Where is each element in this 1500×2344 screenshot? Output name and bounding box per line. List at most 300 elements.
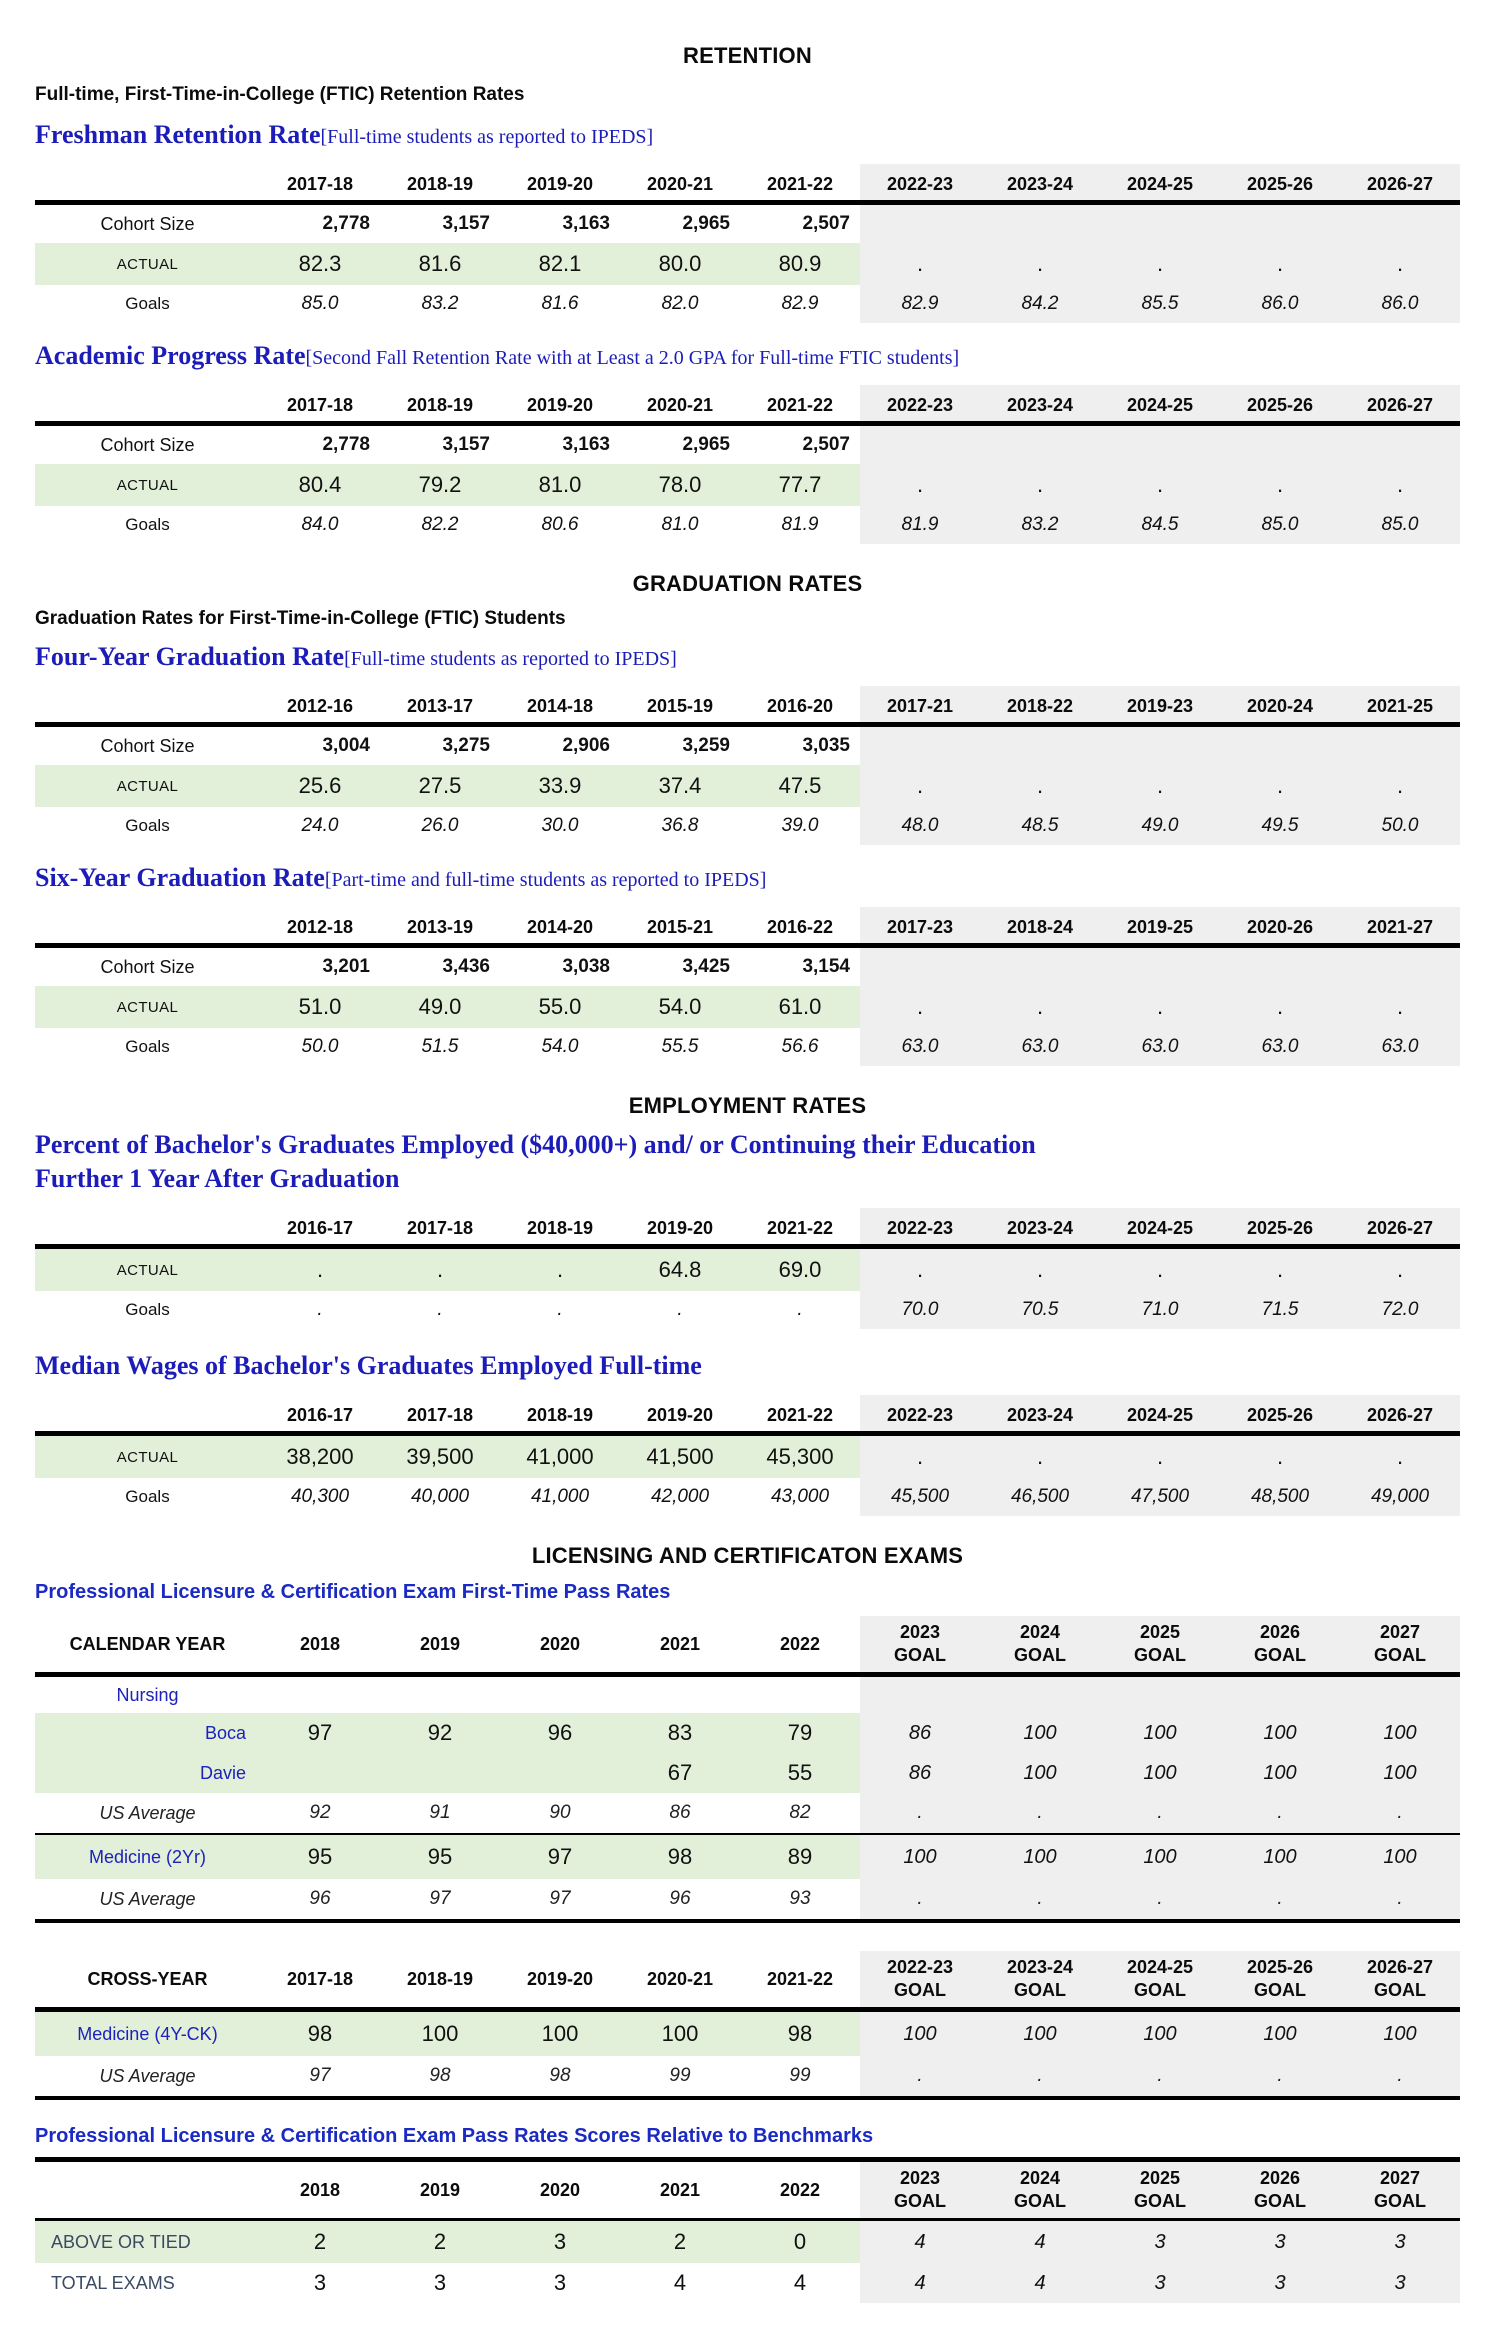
cell: 67 xyxy=(620,1753,740,1793)
cell xyxy=(980,946,1100,987)
column-header-goal: 2023-24 xyxy=(980,164,1100,203)
column-header-goal: 2026-27 xyxy=(1340,164,1460,203)
cell: 4 xyxy=(980,2220,1100,2264)
header-label: CROSS-YEAR xyxy=(87,1968,208,1989)
cell: 100 xyxy=(1100,1834,1220,1879)
column-header: 2022 xyxy=(779,2179,821,2200)
cell: 55.5 xyxy=(661,1036,699,1057)
heading-text: Academic Progress Rate xyxy=(35,341,306,370)
subtitle-retention-subtitle: Full-time, First-Time-in-College (FTIC) Retention Rates xyxy=(35,84,525,105)
goal-word: GOAL xyxy=(1134,1645,1186,1665)
cell: . xyxy=(1340,1879,1460,1921)
cell xyxy=(860,1675,980,1714)
cell: . xyxy=(1220,243,1340,285)
cell: 98 xyxy=(740,2010,860,2057)
column-header-goal: 2025-26 xyxy=(1220,385,1340,424)
column-header-goal xyxy=(860,1951,980,2010)
cell: . xyxy=(1340,765,1460,807)
cell: 4 xyxy=(673,2270,687,2295)
cell: . xyxy=(1100,1793,1220,1834)
column-header-goal: 2025-26 xyxy=(1220,1208,1340,1247)
cell xyxy=(1340,203,1460,244)
cell: 100 xyxy=(1100,1713,1220,1753)
column-header-goal xyxy=(860,2162,980,2220)
cell: 82.3 xyxy=(260,243,380,285)
cell: 30.0 xyxy=(541,815,579,836)
column-header-goal: 2024-25 xyxy=(1100,385,1220,424)
row-label: Goals xyxy=(125,294,170,313)
column-header: 2019-20 xyxy=(526,395,594,415)
cell: 98 xyxy=(260,2010,380,2057)
column-header-goal: 2018-22 xyxy=(980,686,1100,725)
column-header-goal xyxy=(1340,2162,1460,2220)
cell: 82.1 xyxy=(500,243,620,285)
cell: 4 xyxy=(980,2263,1100,2303)
goal-year: 2024 xyxy=(1019,2168,1061,2188)
cell xyxy=(380,1753,500,1793)
goal-year: 2025 xyxy=(1139,1622,1181,1642)
cell: 4 xyxy=(860,2263,980,2303)
column-header-goal: 2020-24 xyxy=(1220,686,1340,725)
cell: 63.0 xyxy=(1340,1028,1460,1066)
cell: 99 xyxy=(789,2065,811,2086)
cell: 40,000 xyxy=(410,1486,470,1507)
cell: 50.0 xyxy=(1340,807,1460,845)
goal-word: GOAL xyxy=(1014,1645,1066,1665)
column-header-goal: 2019-23 xyxy=(1100,686,1220,725)
row-label: ACTUAL xyxy=(35,243,260,285)
cell: 45,500 xyxy=(860,1478,980,1516)
cell: 82 xyxy=(789,1802,811,1823)
cell xyxy=(260,1753,380,1793)
cell: . xyxy=(797,1299,803,1320)
cell: . xyxy=(1100,1247,1220,1292)
column-header: 2012-16 xyxy=(286,696,354,716)
column-header-goal: 2019-25 xyxy=(1100,907,1220,946)
column-header-goal xyxy=(1340,1951,1460,2010)
cell: 4 xyxy=(793,2270,807,2295)
column-header: 2013-17 xyxy=(406,696,474,716)
table-row xyxy=(35,243,1460,285)
column-header: 2020-21 xyxy=(646,174,714,194)
six-year-table xyxy=(35,907,1460,1066)
cell: 56.6 xyxy=(781,1036,819,1057)
cell xyxy=(860,203,980,244)
cell: 85.5 xyxy=(1100,285,1220,323)
column-header-goal: 2017-23 xyxy=(860,907,980,946)
goal-year: 2027 xyxy=(1379,2168,1421,2188)
cell: 84.0 xyxy=(301,514,339,535)
cell: 3 xyxy=(553,2270,567,2295)
cell: 86.0 xyxy=(1340,285,1460,323)
cell: 41,500 xyxy=(620,1434,740,1479)
cell: 78.0 xyxy=(620,464,740,506)
cell: . xyxy=(557,1299,563,1320)
heading-academic-progress-heading xyxy=(35,339,1500,375)
cell: 48.5 xyxy=(980,807,1100,845)
table-row xyxy=(35,1753,1460,1793)
column-header-goal xyxy=(1100,1951,1220,2010)
cell: 100 xyxy=(980,1713,1100,1753)
cell: . xyxy=(1220,1434,1340,1479)
cell: 100 xyxy=(1340,2010,1460,2057)
cell: 79 xyxy=(740,1713,860,1753)
cell xyxy=(620,1675,740,1714)
goal-year: 2026-27 xyxy=(1366,1957,1434,1977)
benchmarks-table xyxy=(35,2162,1460,2303)
cell: . xyxy=(860,1879,980,1921)
cell: 3,163 xyxy=(562,434,610,455)
cell: . xyxy=(1340,464,1460,506)
cell xyxy=(500,1753,620,1793)
cell: 100 xyxy=(1340,1713,1460,1753)
cell: 61.0 xyxy=(740,986,860,1028)
heading-four-year-heading xyxy=(35,640,1500,676)
cell: . xyxy=(860,1793,980,1834)
table-header xyxy=(35,1395,1460,1434)
cell: 84.2 xyxy=(980,285,1100,323)
table-row xyxy=(35,1028,1460,1066)
column-header-goal xyxy=(980,1951,1100,2010)
cell: 43,000 xyxy=(770,1486,830,1507)
cell: . xyxy=(500,1247,620,1292)
cell: 2,507 xyxy=(802,434,850,455)
column-header-goal: 2023-24 xyxy=(980,1208,1100,1247)
header-row xyxy=(35,385,1460,424)
goal-word: GOAL xyxy=(894,1980,946,2000)
heading-text: Median Wages of Bachelor's Graduates Employed Full-time xyxy=(35,1351,702,1380)
table-row xyxy=(35,424,1460,465)
table-row xyxy=(35,1478,1460,1516)
table-row xyxy=(35,506,1460,544)
column-header: 2021-22 xyxy=(766,1405,834,1425)
header-row xyxy=(35,1951,1460,2010)
heading-text: Percent of Bachelor's Graduates Employed ($40,000+) and/ or Continuing their Education xyxy=(35,1130,1036,1159)
heading-text: Freshman Retention Rate xyxy=(35,120,321,149)
column-header-goal xyxy=(980,1616,1100,1675)
cell: 70.5 xyxy=(980,1291,1100,1329)
cell: . xyxy=(1220,765,1340,807)
column-header-goal xyxy=(860,1616,980,1675)
column-header-goal: 2021-25 xyxy=(1340,686,1460,725)
column-header: 2016-17 xyxy=(286,1405,354,1425)
header-label xyxy=(35,2162,260,2220)
column-header: 2018-19 xyxy=(406,174,474,194)
goal-word: GOAL xyxy=(894,2191,946,2211)
column-header-goal: 2026-27 xyxy=(1340,1208,1460,1247)
cell xyxy=(1220,1675,1340,1714)
goal-year: 2024-25 xyxy=(1126,1957,1194,1977)
cell: 49.5 xyxy=(1220,807,1340,845)
accountability-report-page xyxy=(0,42,1500,2303)
table-row xyxy=(35,765,1460,807)
column-header-goal: 2024-25 xyxy=(1100,164,1220,203)
goal-word: GOAL xyxy=(1134,1980,1186,2000)
freshman-retention-table xyxy=(35,164,1460,323)
cell: 97 xyxy=(500,1834,620,1879)
cell: 100 xyxy=(980,1834,1100,1879)
table-row xyxy=(35,1291,1460,1329)
goal-year: 2026 xyxy=(1259,1622,1301,1642)
cell: 63.0 xyxy=(860,1028,980,1066)
column-header: 2018-19 xyxy=(406,395,474,415)
table-body xyxy=(35,1675,1460,1922)
header-row xyxy=(35,1616,1460,1675)
cell xyxy=(260,1675,380,1714)
cell: 48,500 xyxy=(1220,1478,1340,1516)
table-header xyxy=(35,1616,1460,1675)
cell: 3 xyxy=(500,2220,620,2264)
column-header-goal: 2026-27 xyxy=(1340,1395,1460,1434)
cell: 93 xyxy=(789,1888,811,1909)
cell: 100 xyxy=(980,1753,1100,1793)
cell: 3 xyxy=(1220,2220,1340,2264)
cell: 3,004 xyxy=(322,735,370,756)
goal-word: GOAL xyxy=(1134,2191,1186,2211)
goal-word: GOAL xyxy=(1254,2191,1306,2211)
cell: . xyxy=(1100,464,1220,506)
cell: . xyxy=(860,1434,980,1479)
cell: 39,500 xyxy=(380,1434,500,1479)
column-header: 2018-19 xyxy=(526,1405,594,1425)
column-header-goal xyxy=(1220,1616,1340,1675)
table-row xyxy=(35,725,1460,766)
cell: 86 xyxy=(860,1713,980,1753)
table-row xyxy=(35,2010,1460,2057)
cell: 3,154 xyxy=(802,956,850,977)
cell xyxy=(1220,424,1340,465)
cell: 39.0 xyxy=(781,815,819,836)
employment-table xyxy=(35,1208,1460,1329)
goal-word: GOAL xyxy=(894,1645,946,1665)
cell: 2,965 xyxy=(682,213,730,234)
cell: . xyxy=(1340,1434,1460,1479)
cell: 100 xyxy=(1100,2010,1220,2057)
table-body xyxy=(35,946,1460,1067)
row-label: Medicine (2Yr) xyxy=(35,1834,260,1879)
goal-word: GOAL xyxy=(1014,1980,1066,2000)
section-title-employment-title: EMPLOYMENT RATES xyxy=(628,1093,867,1118)
section-title-licensing-title: LICENSING AND CERTIFICATON EXAMS xyxy=(531,1543,964,1568)
cross-year-table xyxy=(35,1951,1460,2100)
table-row xyxy=(35,1434,1460,1479)
row-label: Goals xyxy=(125,515,170,534)
row-label: Goals xyxy=(125,1487,170,1506)
cell: . xyxy=(980,243,1100,285)
cell: 81.9 xyxy=(781,514,819,535)
heading-text: Four-Year Graduation Rate xyxy=(35,642,345,671)
goal-year: 2022-23 xyxy=(886,1957,954,1977)
table-header xyxy=(35,2162,1460,2220)
cell: . xyxy=(860,986,980,1028)
cell: . xyxy=(980,464,1100,506)
header-label xyxy=(35,1395,260,1434)
column-header-goal: 2023-24 xyxy=(980,385,1100,424)
cell xyxy=(1100,946,1220,987)
table-header xyxy=(35,1951,1460,2010)
cell: 55.0 xyxy=(500,986,620,1028)
table-body xyxy=(35,2010,1460,2099)
row-label: Davie xyxy=(35,1753,260,1793)
cell: . xyxy=(1220,986,1340,1028)
cell: 47.5 xyxy=(740,765,860,807)
column-header: 2020-21 xyxy=(646,395,714,415)
cell: 72.0 xyxy=(1340,1291,1460,1329)
cell: 63.0 xyxy=(1220,1028,1340,1066)
goal-word: GOAL xyxy=(1374,1980,1426,2000)
cell: 99 xyxy=(669,2065,691,2086)
table-row xyxy=(35,2220,1460,2264)
cell: . xyxy=(1220,1247,1340,1292)
cell: 64.8 xyxy=(620,1247,740,1292)
cell: 97 xyxy=(549,1888,571,1909)
column-header-goal: 2022-23 xyxy=(860,385,980,424)
cell: 2 xyxy=(380,2220,500,2264)
goal-word: GOAL xyxy=(1014,2191,1066,2211)
table-body xyxy=(35,203,1460,324)
heading-freshman-retention-heading xyxy=(35,118,1500,154)
cell: 95 xyxy=(260,1834,380,1879)
cell: 2 xyxy=(260,2220,380,2264)
cell: 86.0 xyxy=(1220,285,1340,323)
cell: 42,000 xyxy=(650,1486,710,1507)
cell: 100 xyxy=(380,2010,500,2057)
cell: 81.0 xyxy=(500,464,620,506)
column-header-goal: 2025-26 xyxy=(1220,1395,1340,1434)
table-row xyxy=(35,1247,1460,1292)
cell: 50.0 xyxy=(301,1036,339,1057)
column-header: 2014-18 xyxy=(526,696,594,716)
cell xyxy=(1220,946,1340,987)
column-header-goal: 2022-23 xyxy=(860,1208,980,1247)
goal-year: 2023 xyxy=(899,2168,941,2188)
heading-note: [Part-time and full-time students as reported to IPEDS] xyxy=(324,869,767,891)
column-header-goal: 2017-21 xyxy=(860,686,980,725)
cell: 2,906 xyxy=(562,735,610,756)
cell: 3,425 xyxy=(682,956,730,977)
cell: 85.0 xyxy=(1220,506,1340,544)
cell: 100 xyxy=(1340,1753,1460,1793)
cell: 85.0 xyxy=(1340,506,1460,544)
row-label: ACTUAL xyxy=(35,1434,260,1479)
cell xyxy=(980,725,1100,766)
row-label: Boca xyxy=(35,1713,260,1753)
cell: 84.5 xyxy=(1100,506,1220,544)
subtitle-graduation-subtitle: Graduation Rates for First-Time-in-College (FTIC) Students xyxy=(35,608,566,629)
row-label: Goals xyxy=(125,816,170,835)
table-body xyxy=(35,725,1460,846)
header-label xyxy=(35,385,260,424)
column-header-goal: 2024-25 xyxy=(1100,1395,1220,1434)
cell: 81.6 xyxy=(541,293,579,314)
cell: . xyxy=(1100,1434,1220,1479)
cell: . xyxy=(1340,1247,1460,1292)
cell xyxy=(860,424,980,465)
cell: 100 xyxy=(1220,1713,1340,1753)
table-header xyxy=(35,385,1460,424)
cell xyxy=(1100,424,1220,465)
cell: 97 xyxy=(260,1713,380,1753)
cell: 3,275 xyxy=(442,735,490,756)
table-body xyxy=(35,1247,1460,1330)
heading-benchmarks-heading: Professional Licensure & Certification Exam Pass Rates Scores Relative to Benchmarks xyxy=(35,2122,1460,2162)
cell: 97 xyxy=(429,1888,451,1909)
goal-year: 2023 xyxy=(899,1622,941,1642)
column-header: 2015-19 xyxy=(646,696,714,716)
cell: . xyxy=(980,765,1100,807)
column-header: 2014-20 xyxy=(526,917,594,937)
cell: 82.9 xyxy=(781,293,819,314)
column-header: 2021-22 xyxy=(766,1218,834,1238)
column-header: 2020 xyxy=(539,1633,581,1654)
table-body xyxy=(35,424,1460,545)
header-row xyxy=(35,907,1460,946)
column-header: 2017-18 xyxy=(286,1968,354,1989)
table-row xyxy=(35,1793,1460,1834)
column-header: 2021 xyxy=(659,1633,701,1654)
table-row xyxy=(35,2263,1460,2303)
column-header-goal: 2022-23 xyxy=(860,1395,980,1434)
cell: . xyxy=(1220,1793,1340,1834)
row-label: ACTUAL xyxy=(35,986,260,1028)
column-header-goal: 2020-26 xyxy=(1220,907,1340,946)
column-header: 2019-20 xyxy=(526,1968,594,1989)
table-row xyxy=(35,807,1460,845)
cell: 2,778 xyxy=(322,213,370,234)
row-label: US Average xyxy=(99,1802,196,1823)
goal-year: 2025-26 xyxy=(1246,1957,1314,1977)
cell: . xyxy=(260,1247,380,1292)
table-header xyxy=(35,686,1460,725)
cell: 85.0 xyxy=(301,293,339,314)
column-header: 2019-20 xyxy=(646,1405,714,1425)
goal-year: 2026 xyxy=(1259,2168,1301,2188)
cell: . xyxy=(860,243,980,285)
goal-word: GOAL xyxy=(1374,2191,1426,2211)
goal-word: GOAL xyxy=(1254,1645,1306,1665)
academic-progress-table xyxy=(35,385,1460,544)
cell: 38,200 xyxy=(260,1434,380,1479)
column-header: 2015-21 xyxy=(646,917,714,937)
cell: 37.4 xyxy=(620,765,740,807)
cell: . xyxy=(677,1299,683,1320)
column-header: 2013-19 xyxy=(406,917,474,937)
table-row xyxy=(35,2056,1460,2098)
section-title-graduation-title: GRADUATION RATES xyxy=(632,571,863,596)
column-header: 2018 xyxy=(299,1633,341,1654)
column-header: 2017-18 xyxy=(406,1405,474,1425)
cell xyxy=(980,424,1100,465)
cell: 98 xyxy=(429,2065,451,2086)
cell: 89 xyxy=(740,1834,860,1879)
table-row xyxy=(35,203,1460,244)
cell: 51.0 xyxy=(260,986,380,1028)
cell: 100 xyxy=(860,2010,980,2057)
heading-note: [Full-time students as reported to IPEDS] xyxy=(344,648,677,670)
header-label: CALENDAR YEAR xyxy=(69,1633,226,1654)
table-row xyxy=(35,285,1460,323)
goal-year: 2023-24 xyxy=(1006,1957,1074,1977)
cell: 55 xyxy=(740,1753,860,1793)
column-header-goal: 2025-26 xyxy=(1220,164,1340,203)
table-row xyxy=(35,1834,1460,1879)
column-header-goal: 2024-25 xyxy=(1100,1208,1220,1247)
cell: 70.0 xyxy=(860,1291,980,1329)
header-label xyxy=(35,907,260,946)
column-header: 2017-18 xyxy=(286,174,354,194)
median-wages-table xyxy=(35,1395,1460,1516)
column-header: 2020 xyxy=(539,2179,581,2200)
